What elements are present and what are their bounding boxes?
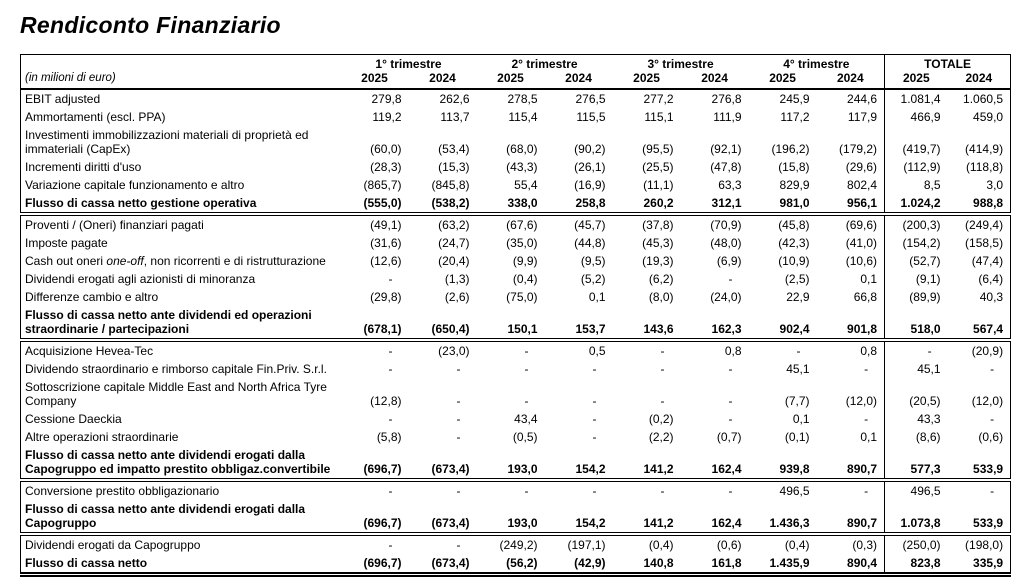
value-cell: (0,4) xyxy=(784,538,810,552)
value-cell: - xyxy=(592,412,597,426)
table-row xyxy=(21,378,1011,410)
value-cell: 890,7 xyxy=(817,500,885,534)
value-cell: (9,5) xyxy=(580,254,606,268)
value-cell: 153,7 xyxy=(545,306,613,340)
row-label: Cash out oneri one-off, non ricorrenti e di ristrutturazione xyxy=(25,254,326,268)
value-cell: - xyxy=(864,362,869,376)
value-cell: 278,5 xyxy=(507,92,538,106)
value-cell: (10,9) xyxy=(778,254,810,268)
value-cell: (7,7) xyxy=(784,394,810,408)
col-group-q4: 4° trimestre xyxy=(783,57,850,71)
value-cell: (673,4) xyxy=(409,446,477,480)
year-header: 2025 xyxy=(749,71,817,89)
value-cell: 1.060,5 xyxy=(963,92,1004,106)
value-cell: 459,0 xyxy=(973,110,1004,124)
value-cell: 55,4 xyxy=(514,178,538,192)
value-cell: 1.435,9 xyxy=(749,554,817,575)
value-cell: 338,0 xyxy=(477,194,545,214)
value-cell: 140,8 xyxy=(613,554,681,575)
row-label: Imposte pagate xyxy=(25,236,108,250)
value-cell: (2,5) xyxy=(784,272,810,286)
value-cell: 115,5 xyxy=(576,110,606,124)
value-cell: (26,1) xyxy=(574,160,606,174)
row-label: Sottoscrizione capitale Middle East and North Africa Tyre Company xyxy=(25,380,327,408)
value-cell: (95,5) xyxy=(642,142,674,156)
value-cell: 245,9 xyxy=(779,92,810,106)
quarter-header-row xyxy=(21,55,1011,72)
value-cell: (196,2) xyxy=(771,142,810,156)
value-cell: 117,2 xyxy=(780,110,810,124)
value-cell: - xyxy=(796,344,801,358)
value-cell: (47,8) xyxy=(710,160,742,174)
value-cell: (9,9) xyxy=(512,254,538,268)
value-cell: (0,7) xyxy=(716,430,742,444)
value-cell: - xyxy=(592,394,597,408)
year-header: 2025 xyxy=(885,71,948,89)
value-cell: 162,3 xyxy=(681,306,749,340)
row-label: Flusso di cassa netto xyxy=(21,554,341,575)
value-cell: 193,0 xyxy=(477,500,545,534)
value-cell: - xyxy=(592,484,597,498)
value-cell: (673,4) xyxy=(409,500,477,534)
value-cell: - xyxy=(456,484,461,498)
value-cell: (2,6) xyxy=(444,290,470,304)
row-label: Flusso di cassa netto ante dividendi erogati dalla Capogruppo ed impatto prestito obbligaz.convertibile xyxy=(21,446,341,480)
header-corner-cell xyxy=(21,55,341,72)
value-cell: (48,0) xyxy=(710,236,742,250)
table-row xyxy=(21,234,1011,252)
value-cell: 518,0 xyxy=(885,306,948,340)
value-cell: (865,7) xyxy=(363,178,402,192)
value-cell: (42,9) xyxy=(545,554,613,575)
value-cell: - xyxy=(388,484,393,498)
value-cell: (11,1) xyxy=(643,178,674,192)
value-cell: (0,4) xyxy=(648,538,674,552)
value-cell: 45,1 xyxy=(885,360,948,378)
year-header: 2024 xyxy=(545,71,613,89)
year-header-row xyxy=(21,71,1011,89)
value-cell: (52,7) xyxy=(885,252,948,270)
value-cell: (0,1) xyxy=(784,430,810,444)
value-cell: (29,8) xyxy=(370,290,402,304)
value-cell: (250,0) xyxy=(885,534,948,554)
table-body xyxy=(21,89,1011,575)
value-cell: (63,2) xyxy=(438,218,470,232)
value-cell: 276,8 xyxy=(711,92,742,106)
value-cell: (249,4) xyxy=(965,218,1004,232)
table-row xyxy=(21,306,1011,340)
value-cell: (12,0) xyxy=(845,394,878,408)
value-cell: 40,3 xyxy=(979,290,1004,304)
value-cell: (0,5) xyxy=(512,430,538,444)
value-cell: - xyxy=(388,538,393,552)
value-cell: 890,7 xyxy=(817,446,885,480)
value-cell: 279,8 xyxy=(371,92,402,106)
table-row xyxy=(21,126,1011,158)
value-cell: - xyxy=(524,484,529,498)
table-row xyxy=(21,270,1011,288)
row-label: Conversione prestito obbligazionario xyxy=(25,484,220,498)
value-cell: (2,2) xyxy=(648,430,674,444)
value-cell: 43,4 xyxy=(514,412,538,426)
value-cell: (8,6) xyxy=(885,428,948,446)
value-cell: (6,9) xyxy=(716,254,742,268)
value-cell: (650,4) xyxy=(409,306,477,340)
value-cell: 1.081,4 xyxy=(885,89,948,108)
value-cell: (69,6) xyxy=(845,218,878,232)
value-cell: 115,4 xyxy=(508,110,538,124)
value-cell: 111,9 xyxy=(713,110,742,124)
value-cell: (179,2) xyxy=(839,142,878,156)
value-cell: 260,2 xyxy=(613,194,681,214)
value-cell: - xyxy=(388,412,393,426)
value-cell: 43,3 xyxy=(885,410,948,428)
value-cell: 939,8 xyxy=(749,446,817,480)
value-cell: (20,9) xyxy=(971,344,1004,358)
col-group-q2: 2° trimestre xyxy=(511,57,578,71)
value-cell: 150,1 xyxy=(477,306,545,340)
value-cell: (845,8) xyxy=(431,178,470,192)
value-cell: 66,8 xyxy=(853,290,878,304)
value-cell: (35,0) xyxy=(506,236,538,250)
value-cell: (696,7) xyxy=(341,500,409,534)
table-row xyxy=(21,410,1011,428)
value-cell: (45,8) xyxy=(778,218,810,232)
value-cell: 577,3 xyxy=(885,446,948,480)
value-cell: (419,7) xyxy=(885,126,948,158)
cash-flow-table xyxy=(20,54,1011,577)
year-header: 2025 xyxy=(613,71,681,89)
value-cell: 802,4 xyxy=(847,178,878,192)
value-cell: (15,8) xyxy=(778,160,810,174)
value-cell: 119,2 xyxy=(372,110,402,124)
table-row xyxy=(21,554,1011,575)
value-cell: - xyxy=(990,412,995,426)
value-cell: 161,8 xyxy=(681,554,749,575)
year-header: 2024 xyxy=(409,71,477,89)
value-cell: 988,8 xyxy=(948,194,1011,214)
value-cell: (31,6) xyxy=(370,236,402,250)
row-label: Investimenti immobilizzazioni materiali di proprietà ed immateriali (CapEx) xyxy=(25,128,309,156)
value-cell: 115,1 xyxy=(644,110,674,124)
table-row xyxy=(21,428,1011,446)
row-label: Flusso di cassa netto ante dividendi ed operazioni straordinarie / partecipazioni xyxy=(21,306,341,340)
value-cell: (70,9) xyxy=(710,218,742,232)
value-cell: - xyxy=(388,362,393,376)
value-cell: (90,2) xyxy=(574,142,606,156)
value-cell: (41,0) xyxy=(845,236,878,250)
value-cell: 981,0 xyxy=(749,194,817,214)
value-cell: - xyxy=(728,484,733,498)
table-row xyxy=(21,340,1011,360)
value-cell: 0,5 xyxy=(588,344,606,358)
value-cell: (92,1) xyxy=(710,142,742,156)
value-cell: (118,8) xyxy=(965,160,1004,174)
value-cell: 496,5 xyxy=(779,484,810,498)
value-cell: 154,2 xyxy=(545,446,613,480)
value-cell: 22,9 xyxy=(786,290,810,304)
value-cell: 823,8 xyxy=(885,554,948,575)
value-cell: (24,7) xyxy=(438,236,470,250)
table-row xyxy=(21,194,1011,214)
value-cell: (0,6) xyxy=(716,538,742,552)
value-cell: (112,9) xyxy=(885,158,948,176)
value-cell: 117,9 xyxy=(847,110,878,124)
value-cell: (678,1) xyxy=(341,306,409,340)
value-cell: (20,4) xyxy=(438,254,470,268)
value-cell: 466,9 xyxy=(885,108,948,126)
value-cell: - xyxy=(728,412,733,426)
value-cell: 258,8 xyxy=(545,194,613,214)
value-cell: (5,2) xyxy=(580,272,606,286)
value-cell: (0,6) xyxy=(978,430,1004,444)
value-cell: 262,6 xyxy=(439,92,470,106)
value-cell: 141,2 xyxy=(613,500,681,534)
value-cell: - xyxy=(728,272,733,286)
value-cell: - xyxy=(456,394,461,408)
value-cell: 1.024,2 xyxy=(885,194,948,214)
row-label: Cessione Daeckia xyxy=(25,412,122,426)
table-row xyxy=(21,534,1011,554)
value-cell: (673,4) xyxy=(409,554,477,575)
value-cell: (37,8) xyxy=(642,218,674,232)
value-cell: (538,2) xyxy=(409,194,477,214)
value-cell: (696,7) xyxy=(341,554,409,575)
value-cell: 902,4 xyxy=(749,306,817,340)
value-cell: (0,2) xyxy=(648,412,674,426)
row-label: Proventi / (Oneri) finanziari pagati xyxy=(25,218,204,232)
value-cell: 162,4 xyxy=(681,500,749,534)
table-row xyxy=(21,360,1011,378)
value-cell: (42,3) xyxy=(778,236,810,250)
row-label: Dividendo straordinario e rimborso capitale Fin.Priv. S.r.l. xyxy=(25,362,327,376)
value-cell: 0,1 xyxy=(792,412,810,426)
value-cell: (68,0) xyxy=(506,142,538,156)
value-cell: 0,1 xyxy=(588,290,606,304)
value-cell: 567,4 xyxy=(948,306,1011,340)
value-cell: - xyxy=(660,362,665,376)
value-cell: - xyxy=(990,484,995,498)
value-cell: - xyxy=(456,362,461,376)
year-header: 2024 xyxy=(681,71,749,89)
value-cell: - xyxy=(660,344,665,358)
value-cell: 1.073,8 xyxy=(885,500,948,534)
value-cell: 154,2 xyxy=(545,500,613,534)
table-row xyxy=(21,500,1011,534)
value-cell: (60,0) xyxy=(370,142,402,156)
value-cell: (198,0) xyxy=(965,538,1004,552)
value-cell: - xyxy=(592,430,597,444)
value-cell: 143,6 xyxy=(613,306,681,340)
value-cell: - xyxy=(592,362,597,376)
value-cell: (45,7) xyxy=(574,218,606,232)
value-cell: - xyxy=(456,430,461,444)
table-row xyxy=(21,446,1011,480)
value-cell: 63,3 xyxy=(718,178,742,192)
value-cell: (20,5) xyxy=(885,378,948,410)
table-row xyxy=(21,158,1011,176)
value-cell: (15,3) xyxy=(438,160,470,174)
value-cell: - xyxy=(456,538,461,552)
value-cell: 276,5 xyxy=(575,92,606,106)
table-row xyxy=(21,252,1011,270)
value-cell: 113,7 xyxy=(440,110,470,124)
year-header: 2024 xyxy=(817,71,885,89)
row-label: Flusso di cassa netto ante dividendi erogati dalla Capogruppo xyxy=(21,500,341,534)
value-cell: (25,5) xyxy=(642,160,674,174)
value-cell: 890,4 xyxy=(817,554,885,575)
value-cell: 0,1 xyxy=(860,430,878,444)
value-cell: - xyxy=(864,484,869,498)
value-cell: 312,1 xyxy=(681,194,749,214)
row-label: EBIT adjusted xyxy=(25,92,101,106)
row-label: Incrementi diritti d'uso xyxy=(25,160,142,174)
value-cell: (29,6) xyxy=(845,160,878,174)
value-cell: (53,4) xyxy=(438,142,470,156)
value-cell: (696,7) xyxy=(341,446,409,480)
value-cell: (43,3) xyxy=(506,160,538,174)
value-cell: (1,3) xyxy=(444,272,470,286)
col-group-q3: 3° trimestre xyxy=(647,57,714,71)
table-row xyxy=(21,288,1011,306)
value-cell: (28,3) xyxy=(370,160,402,174)
year-header: 2024 xyxy=(948,71,1011,89)
value-cell: 244,6 xyxy=(847,92,878,106)
value-cell: (200,3) xyxy=(885,214,948,234)
page-title: Rendiconto Finanziario xyxy=(20,12,281,38)
value-cell: - xyxy=(990,362,995,376)
row-label: Altre operazioni straordinarie xyxy=(25,430,179,444)
value-cell: (44,8) xyxy=(574,236,606,250)
value-cell: (158,5) xyxy=(965,236,1004,250)
value-cell: - xyxy=(524,344,529,358)
value-cell: (89,9) xyxy=(885,288,948,306)
value-cell: 533,9 xyxy=(948,500,1011,534)
row-label: Differenze cambio e altro xyxy=(25,290,159,304)
value-cell: (19,3) xyxy=(642,254,674,268)
table-row xyxy=(21,108,1011,126)
value-cell: (154,2) xyxy=(885,234,948,252)
value-cell: 533,9 xyxy=(948,446,1011,480)
value-cell: 496,5 xyxy=(885,480,948,500)
value-cell: (555,0) xyxy=(341,194,409,214)
value-cell: 0,8 xyxy=(860,344,878,358)
value-cell: (9,1) xyxy=(885,270,948,288)
value-cell: - xyxy=(524,394,529,408)
row-label: Ammortamenti (escl. PPA) xyxy=(25,110,166,124)
row-label: Dividendi erogati da Capogruppo xyxy=(25,538,201,552)
value-cell: (67,6) xyxy=(506,218,538,232)
value-cell: (12,6) xyxy=(370,254,402,268)
value-cell: 1.436,3 xyxy=(749,500,817,534)
value-cell: 141,2 xyxy=(613,446,681,480)
value-cell: - xyxy=(524,362,529,376)
value-cell: (8,0) xyxy=(648,290,674,304)
value-cell: (414,9) xyxy=(965,142,1004,156)
value-cell: - xyxy=(660,394,665,408)
unit-label: (in milioni di euro) xyxy=(21,71,341,89)
row-label: Variazione capitale funzionamento e altro xyxy=(25,178,245,192)
value-cell: 335,9 xyxy=(948,554,1011,575)
value-cell: (249,2) xyxy=(499,538,538,552)
value-cell: - xyxy=(388,272,393,286)
row-label: Acquisizione Hevea-Tec xyxy=(25,344,154,358)
value-cell: 3,0 xyxy=(986,178,1004,192)
value-cell: 829,9 xyxy=(779,178,810,192)
row-label: Dividendi erogati agli azionisti di minoranza xyxy=(25,272,256,286)
table-row xyxy=(21,176,1011,194)
year-header: 2025 xyxy=(341,71,409,89)
row-label: Flusso di cassa netto gestione operativa xyxy=(21,194,341,214)
value-cell: (16,9) xyxy=(574,178,606,192)
value-cell: 162,4 xyxy=(681,446,749,480)
value-cell: - xyxy=(728,362,733,376)
value-cell: 8,5 xyxy=(885,176,948,194)
value-cell: (12,0) xyxy=(971,394,1004,408)
value-cell: (0,3) xyxy=(852,538,878,552)
value-cell: (47,4) xyxy=(971,254,1004,268)
value-cell: (23,0) xyxy=(438,344,470,358)
value-cell: - xyxy=(456,412,461,426)
value-cell: - xyxy=(660,484,665,498)
value-cell: (5,8) xyxy=(376,430,402,444)
value-cell: - xyxy=(728,394,733,408)
year-header: 2025 xyxy=(477,71,545,89)
table-row xyxy=(21,480,1011,500)
col-group-q1: 1° trimestre xyxy=(375,57,442,71)
value-cell: (197,1) xyxy=(567,538,606,552)
value-cell: (6,2) xyxy=(648,272,674,286)
value-cell: - xyxy=(864,412,869,426)
value-cell: 45,1 xyxy=(786,362,810,376)
col-group-totale: TOTALE xyxy=(885,55,1011,72)
table-row xyxy=(21,214,1011,234)
value-cell: 0,1 xyxy=(860,272,878,286)
value-cell: 901,8 xyxy=(817,306,885,340)
value-cell: 956,1 xyxy=(817,194,885,214)
value-cell: 193,0 xyxy=(477,446,545,480)
value-cell: (56,2) xyxy=(477,554,545,575)
value-cell: - xyxy=(388,344,393,358)
value-cell: (49,1) xyxy=(370,218,402,232)
value-cell: (75,0) xyxy=(506,290,538,304)
table-row xyxy=(21,89,1011,108)
value-cell: (6,4) xyxy=(978,272,1004,286)
value-cell: (0,4) xyxy=(512,272,538,286)
value-cell: 0,8 xyxy=(724,344,742,358)
value-cell: (45,3) xyxy=(642,236,674,250)
value-cell: (10,6) xyxy=(845,254,878,268)
value-cell: - xyxy=(885,340,948,360)
value-cell: (12,8) xyxy=(370,394,402,408)
value-cell: 277,2 xyxy=(643,92,674,106)
value-cell: (24,0) xyxy=(710,290,742,304)
